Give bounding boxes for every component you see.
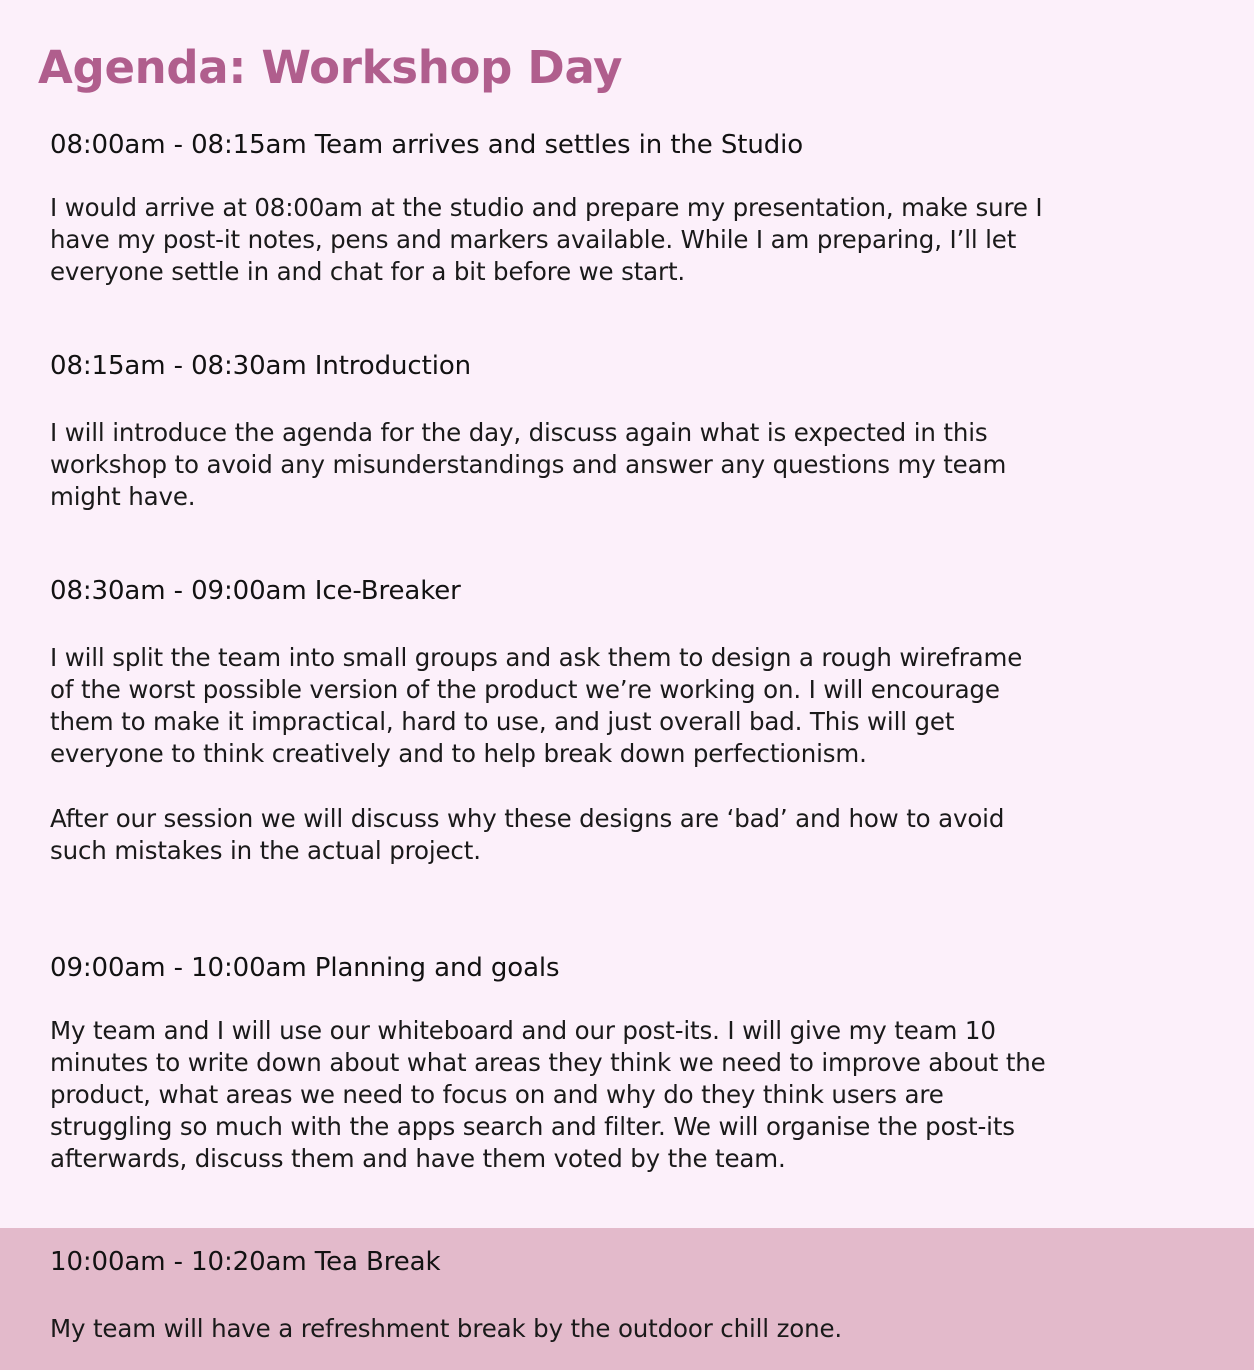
agenda-heading-ice-breaker: 08:30am - 09:00am Ice-Breaker (50, 576, 461, 606)
agenda-text-introduction: I will introduce the agenda for the day, discuss again what is expected in this workshop to avoid any misunderstandings and answer any questions my team might have. (50, 418, 1007, 511)
agenda-text-arrival: I would arrive at 08:00am at the studio and prepare my presentation, make sure I have my post-it notes, pens and markers available. While I am preparing, I’ll let everyone settle in and chat for a bit before we start. (50, 193, 1043, 286)
agenda-text-ice-breaker-followup: After our session we will discuss why these designs are ‘bad’ and how to avoid such mistakes in the actual project. (50, 804, 1005, 865)
page-title: Agenda: Workshop Day (38, 41, 623, 94)
agenda-text-planning: My team and I will use our whiteboard and our post-its. I will give my team 10 minutes to write down about what areas they think we need to improve about the product, what areas we need to focus on and why do they think users are struggling so much with the apps search and filter. We will organise the post-its afterwards, discuss them and have them voted by the team. (50, 1016, 1046, 1173)
agenda-text-ice-breaker: I will split the team into small groups and ask them to design a rough wireframe of the worst possible version of the product we’re working on. I will encourage them to make it impractical, hard to use, and just overall bad. This will get everyone to think creatively and to help break down perfectionism. (50, 643, 1023, 768)
agenda-heading-introduction: 08:15am - 08:30am Introduction (50, 351, 471, 381)
agenda-text-tea-break: My team will have a refreshment break by the outdoor chill zone. (50, 1314, 843, 1343)
agenda-heading-arrival: 08:00am - 08:15am Team arrives and settles in the Studio (50, 130, 804, 160)
agenda-heading-tea-break: 10:00am - 10:20am Tea Break (50, 1247, 441, 1277)
agenda-heading-planning: 09:00am - 10:00am Planning and goals (50, 953, 560, 983)
